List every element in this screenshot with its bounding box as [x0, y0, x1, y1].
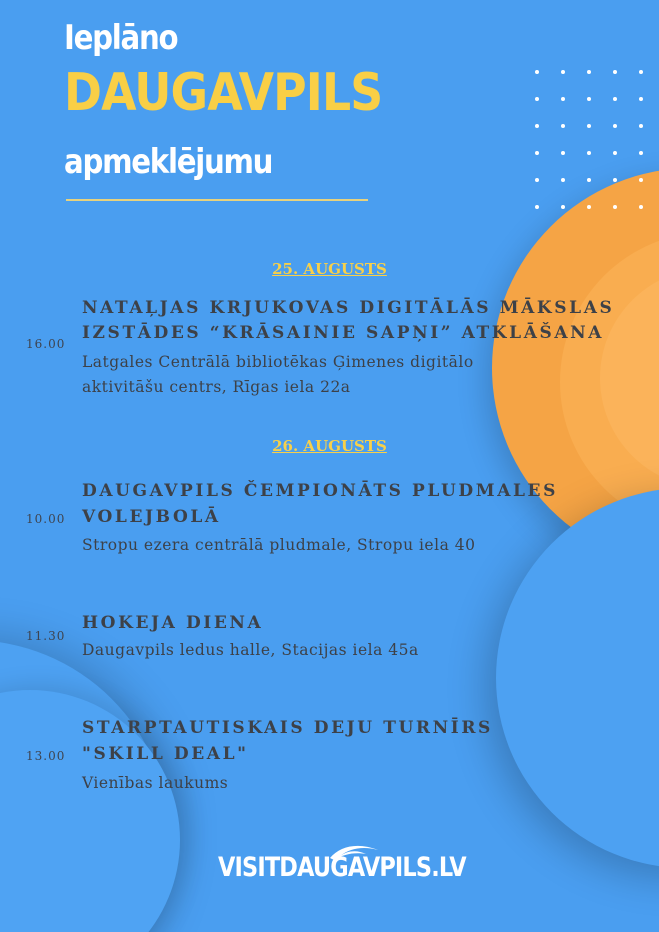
decor-dot: [587, 97, 591, 101]
event-place-line: Vienības laukums: [82, 774, 229, 792]
decor-dot: [613, 124, 617, 128]
event-title-line: STARPTAUTISKAIS DEJU TURNĪRS: [82, 718, 493, 738]
decor-dot: [587, 124, 591, 128]
event-title-line: HOKEJA DIENA: [82, 613, 264, 633]
decor-dot: [587, 151, 591, 155]
header-line-3: apmeklējumu: [64, 142, 273, 182]
decor-dot: [613, 205, 617, 209]
decor-dot: [535, 124, 539, 128]
decor-dot: [613, 97, 617, 101]
decor-dot: [639, 97, 643, 101]
event-place-line: Daugavpils ledus halle, Stacijas iela 45a: [82, 641, 419, 659]
event-place-line: aktivitāšu centrs, Rīgas iela 22a: [82, 378, 351, 396]
decor-dot: [587, 205, 591, 209]
decor-dot: [639, 205, 643, 209]
decor-dot: [535, 70, 539, 74]
decor-dot: [639, 178, 643, 182]
decor-dot: [639, 151, 643, 155]
header-divider: [66, 199, 368, 201]
visitdaugavpils-logo[interactable]: [218, 840, 466, 890]
header-line-1: Ieplāno: [64, 18, 178, 58]
decor-dot: [639, 124, 643, 128]
event-title-line: VOLEJBOLĀ: [82, 507, 221, 527]
decor-dot: [587, 178, 591, 182]
decor-dot: [613, 151, 617, 155]
date-heading-2: 26. AUGUSTS: [272, 437, 387, 455]
decor-dot: [561, 178, 565, 182]
event-title-line: DAUGAVPILS ČEMPIONĀTS PLUDMALES: [82, 481, 558, 501]
decor-dot: [561, 124, 565, 128]
event-place-line: Stropu ezera centrālā pludmale, Stropu iela 40: [82, 536, 476, 554]
decor-dot: [535, 97, 539, 101]
decor-dot: [587, 70, 591, 74]
event-title-line: "SKILL DEAL": [82, 744, 249, 764]
decor-dot: [561, 70, 565, 74]
decor-dot: [535, 178, 539, 182]
decor-dot: [613, 178, 617, 182]
event-place-line: Latgales Centrālā bibliotēkas Ģimenes digitālo: [82, 353, 474, 371]
header-city-title: DAUGAVPILS: [64, 63, 383, 123]
event-title-line: NATAĻJAS KRJUKOVAS DIGITĀLĀS MĀKSLAS: [82, 298, 615, 318]
decor-dot: [639, 70, 643, 74]
event-time: 13.00: [26, 749, 66, 763]
decor-dot: [535, 205, 539, 209]
decor-dot: [561, 205, 565, 209]
decor-dot: [561, 97, 565, 101]
event-time: 11.30: [26, 629, 66, 643]
date-heading-1: 25. AUGUSTS: [272, 260, 387, 278]
decor-dot: [613, 70, 617, 74]
decor-dot: [561, 151, 565, 155]
dot-grid-decoration: [535, 70, 659, 220]
logo-text: VISITDAUGAVPILS.LV: [218, 852, 466, 883]
event-time: 16.00: [26, 337, 66, 351]
event-time: 10.00: [26, 512, 66, 526]
event-title-line: IZSTĀDES “KRĀSAINIE SAPŅI” ATKLĀŠANA: [82, 323, 605, 343]
decor-dot: [535, 151, 539, 155]
